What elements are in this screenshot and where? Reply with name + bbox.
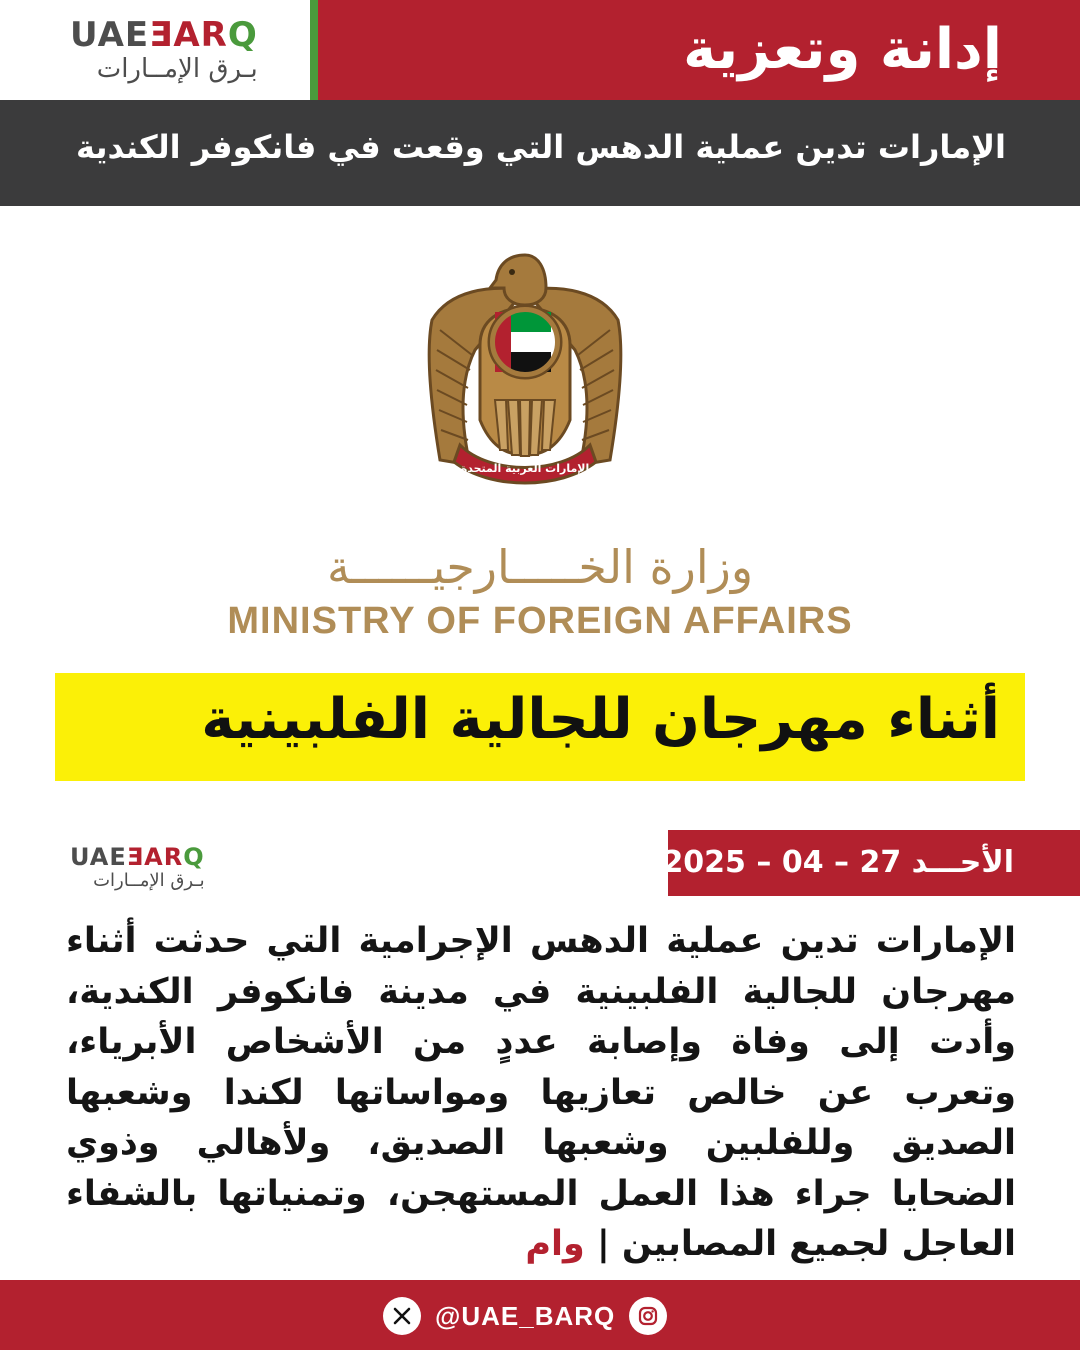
uae-barq-logo-small <box>70 845 205 890</box>
ministry-name-english: MINISTRY OF FOREIGN AFFAIRS <box>227 600 853 642</box>
highlight-banner <box>55 673 1025 781</box>
highlight-text: أثناء مهرجان للجالية الفلبينية <box>201 687 1000 752</box>
social-links <box>383 1296 667 1336</box>
ministry-name-arabic: وزارة الخـــــارجيــــــة <box>326 540 754 594</box>
footer-bar <box>0 1280 1080 1350</box>
x-icon[interactable] <box>383 1297 421 1335</box>
category-banner <box>318 0 1080 100</box>
source-label: وام <box>525 1224 597 1264</box>
date-text: الأحـــد 27 – 04 – 2025 <box>662 845 1014 880</box>
instagram-icon[interactable] <box>629 1297 667 1335</box>
social-handle[interactable]: @UAE_BARQ <box>435 1300 616 1331</box>
uae-emblem-icon <box>420 250 630 490</box>
logo-e-letter: Ǝ <box>126 843 145 871</box>
logo-latin: UAEƎARQ <box>70 15 258 55</box>
source-separator: | <box>596 1224 610 1264</box>
logo-arabic: بـرق الإمــارات <box>96 54 258 84</box>
top-header <box>0 0 1080 100</box>
logo-latin: UAEƎARQ <box>70 843 205 871</box>
emblem-ribbon-text: الإمارات العربية المتحدة <box>460 462 590 475</box>
headline: الإمارات تدين عملية الدهس التي وقعت في فانكوفر الكندية <box>76 128 1006 166</box>
category-title: إدانة وتعزية <box>683 17 1002 82</box>
article-text: الإمارات تدين عملية الدهس الإجرامية التي حدثت أثناء مهرجان للجالية الفلبينية في مدينة فانكوفر الكندية، وأدت إلى وفاة وإصابة عددٍ من الأشخاص الأبرياء، وتعرب عن خالص تعازيها ومواساتها لكندا وشعبها الصديق وللفلبين وشعبها الصديق، ولأهالي وذوي الضحايا جراء هذا العمل المستهجن، وتمنياتها بالشفاء العاجل لجميع المصابين <box>66 921 1016 1264</box>
logo-e-letter: Ǝ <box>149 15 174 55</box>
date-badge <box>662 830 1080 896</box>
brand-stripe <box>310 0 318 100</box>
uae-barq-logo <box>70 15 258 84</box>
article-body <box>66 916 1016 1270</box>
logo-arabic: بـرق الإمــارات <box>93 870 205 891</box>
headline-bar <box>0 100 1080 206</box>
